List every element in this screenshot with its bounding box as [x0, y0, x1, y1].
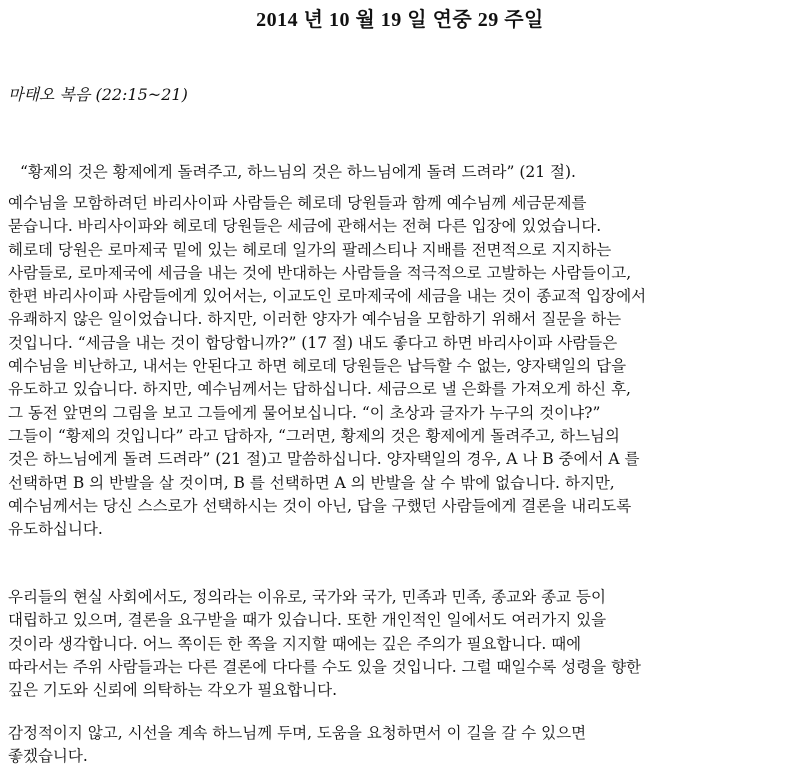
paragraph-line: 것입니다. “세금을 내는 것이 합당합니까?” (17 절) 내도 좋다고 하면 바리사이파 사람들은 — [8, 333, 618, 352]
paragraph-1 — [8, 192, 788, 541]
paragraph-line: 예수님을 모함하려던 바리사이파 사람들은 헤로데 당원들과 함께 예수님께 세금문제를 — [8, 194, 587, 212]
paragraph-2 — [8, 586, 788, 702]
paragraph-line: 한편 바리사이파 사람들에게 있어서는, 이교도인 로마제국에 세금을 내는 것이 종교적 입장에서 — [8, 287, 647, 306]
paragraph-line: 것은 하느님에게 돌려 드려라” (21 절)고 말씀하십니다. 양자택일의 경우, A 나 B 중에서 A 를 — [8, 450, 640, 469]
paragraph-line: 예수님께서는 당신 스스로가 선택하시는 것이 아닌, 답을 구했던 사람들에게 결론을 내리도록 — [8, 496, 632, 515]
paragraph-line: 예수님을 비난하고, 내서는 안된다고 하면 헤로데 당원들은 납득할 수 없는, 양자택일의 답을 — [8, 357, 627, 376]
paragraph-line: 것이라 생각합니다. 어느 쪽이든 한 쪽을 지지할 때에는 깊은 주의가 필요합니다. 때에 — [8, 634, 582, 653]
paragraph-line: 대립하고 있으며, 결론을 요구받을 때가 있습니다. 또한 개인적인 일에서도 여러가지 있을 — [8, 611, 607, 630]
paragraph-line: 묻습니다. 바리사이파와 헤로데 당원들은 세금에 관해서는 전혀 다른 입장에 있었습니다. — [8, 217, 602, 236]
paragraph-line: 헤로데 당원은 로마제국 밑에 있는 헤로데 일가의 팔레스티나 지배를 전면적으로 지지하는 — [8, 240, 612, 259]
key-quote: “황제의 것은 황제에게 돌려주고, 하느님의 것은 하느님에게 돌려 드려라” (21 절). — [20, 163, 576, 181]
paragraph-line: 유도하십니다. — [8, 520, 103, 539]
paragraph-line: 따라서는 주위 사람들과는 다른 결론에 다다를 수도 있을 것입니다. 그럴 때일수록 성령을 향한 — [8, 657, 642, 676]
gospel-reference: 마태오 복음 (22:15~21) — [8, 85, 188, 104]
paragraph-line: 우리들의 현실 사회에서도, 정의라는 이유로, 국가와 국가, 민족과 민족, 종교와 종교 등이 — [8, 588, 606, 606]
paragraph-3 — [8, 722, 788, 769]
paragraph-line: 깊은 기도와 신뢰에 의탁하는 각오가 필요합니다. — [8, 681, 338, 700]
paragraph-line: 좋겠습니다. — [8, 747, 88, 766]
paragraph-line: 사람들로, 로마제국에 세금을 내는 것에 반대하는 사람들을 적극적으로 고발하는 사람들이고, — [8, 263, 632, 282]
paragraph-line: 그 동전 앞면의 그림을 보고 그들에게 물어보십니다. “이 초상과 글자가 누구의 것이냐?” — [8, 403, 601, 422]
paragraph-line: 유도하고 있습니다. 하지만, 예수님께서는 답하십니다. 세금으로 낼 은화를 가져오게 하신 후, — [8, 380, 631, 399]
paragraph-line: 그들이 “황제의 것입니다” 라고 답하자, “그러면, 황제의 것은 황제에게 돌려주고, 하느님의 — [8, 426, 620, 445]
paragraph-line: 선택하면 B 의 반발을 살 것이며, B 를 선택하면 A 의 반발을 살 수 밖에 없습니다. 하지만, — [8, 473, 615, 492]
page-title: 2014 년 10 월 19 일 연중 29 주일 — [256, 9, 544, 31]
paragraph-line: 유쾌하지 않은 일이었습니다. 하지만, 이러한 양자가 예수님을 모함하기 위해서 질문을 하는 — [8, 310, 622, 329]
paragraph-line: 감정적이지 않고, 시선을 계속 하느님께 두며, 도움을 요청하면서 이 길을 갈 수 있으면 — [8, 724, 587, 742]
